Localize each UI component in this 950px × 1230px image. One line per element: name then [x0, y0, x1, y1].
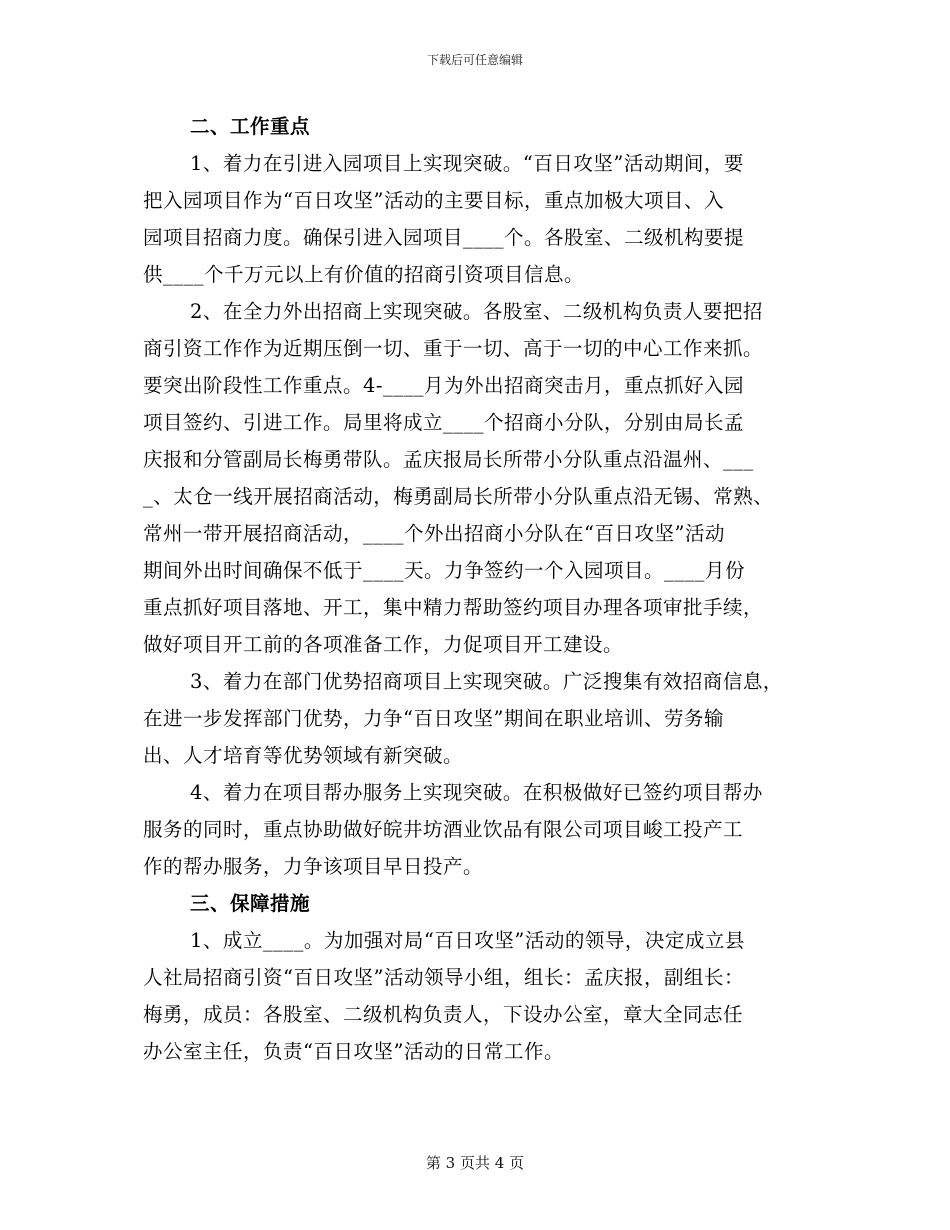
body-line: 作的帮办服务，力争该项目早日投产。 [143, 855, 484, 878]
body-line: 园项目招商力度。确保引进入园项目____个。各股室、二级机构要提 [143, 226, 745, 249]
body-line: 服务的同时，重点协助做好皖井坊酒业饮品有限公司项目峻工投产工 [143, 818, 744, 841]
body-line: 出、人才培育等优势领域有新突破。 [143, 744, 464, 767]
body-line: 要突出阶段性工作重点。4-____月为外出招商突击月，重点抓好入园 [143, 374, 744, 397]
body-line: 1、成立____。为加强对局“百日攻坚”活动的领导，决定成立县 [190, 929, 745, 952]
body-line: _、太仓一线开展招商活动，梅勇副局长所带小分队重点沿无锡、常熟、 [143, 485, 774, 508]
body-line: 办公室主任，负责“百日攻坚”活动的日常工作。 [143, 1040, 564, 1063]
body-line: 梅勇，成员：各股室、二级机构负责人，下设办公室，章大全同志任 [143, 1003, 744, 1026]
body-line: 期间外出时间确保不低于____天。力争签约一个入园项目。____月份 [143, 559, 746, 582]
body-line: 做好项目开工前的各项准备工作，力促项目开工建设。 [143, 633, 624, 656]
body-line: 庆报和分管副局长梅勇带队。孟庆报局长所带小分队重点沿温州、___ [143, 448, 754, 471]
body-line: 重点抓好项目落地、开工，集中精力帮助签约项目办理各项审批手续， [143, 596, 764, 619]
body-line: 2、在全力外出招商上实现突破。各股室、二级机构负责人要把招 [190, 300, 763, 323]
body-line: 3、着力在部门优势招商项目上实现突破。广泛搜集有效招商信息， [190, 670, 783, 693]
body-line: 把入园项目作为“百日攻坚”活动的主要目标，重点加极大项目、入 [143, 189, 724, 212]
body-line: 常州一带开展招商活动，____个外出招商小分队在“百日攻坚”活动 [143, 522, 725, 545]
page-number: 第 3 页共 4 页 [425, 1154, 525, 1172]
body-line: 人社局招商引资“百日攻坚”活动领导小组，组长：孟庆报，副组长： [143, 966, 744, 989]
section-heading-safeguards: 三、保障措施 [190, 892, 311, 915]
body-line: 4、着力在项目帮办服务上实现突破。在积极做好已签约项目帮办 [190, 781, 763, 804]
body-line: 在进一步发挥部门优势，力争“百日攻坚”期间在职业培训、劳务输 [143, 707, 724, 730]
body-line: 供____个千万元以上有价值的招商引资项目信息。 [143, 263, 585, 286]
body-line: 项目签约、引进工作。局里将成立____个招商小分队，分别由局长孟 [143, 411, 745, 434]
section-heading-work-focus: 二、工作重点 [190, 115, 311, 138]
body-line: 商引资工作作为近期压倒一切、重于一切、高于一切的中心工作来抓。 [143, 337, 764, 360]
header-note: 下载后可任意编辑 [426, 53, 523, 67]
body-line: 1、着力在引进入园项目上实现突破。“百日攻坚”活动期间，要 [190, 152, 744, 175]
